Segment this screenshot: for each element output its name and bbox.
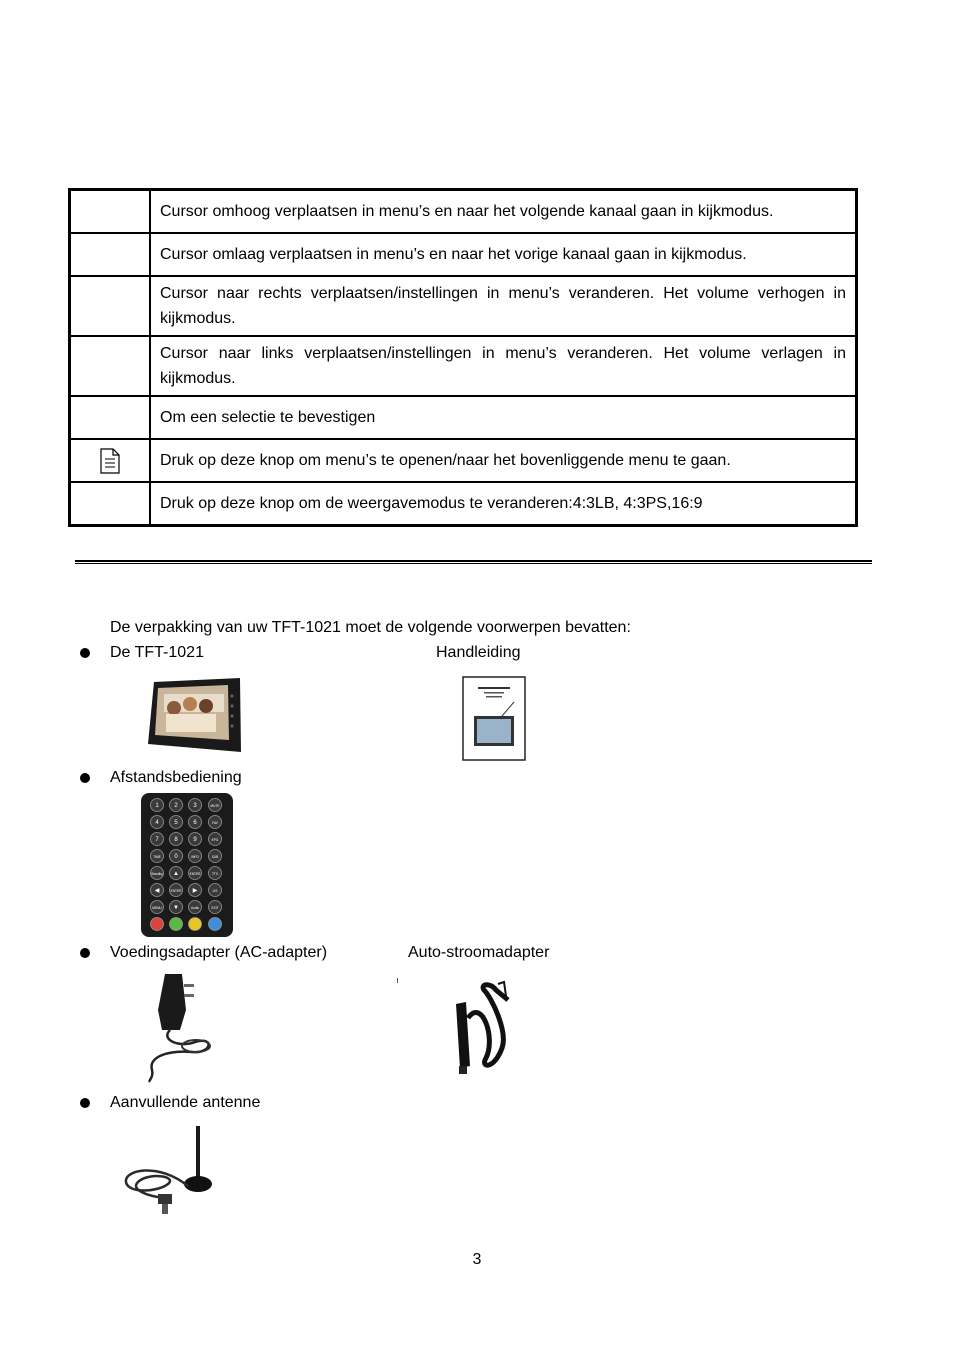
remote-button-label: 5 — [174, 820, 178, 826]
table-row — [70, 276, 857, 336]
table-row — [70, 439, 857, 482]
remote-button-label: Standby — [151, 872, 163, 876]
item-antenna: Aanvullende antenne — [110, 1094, 261, 1111]
remote-button-label: Audio — [190, 906, 200, 910]
key-cell — [70, 439, 151, 482]
bullet — [80, 948, 90, 958]
remote-button — [151, 918, 164, 931]
remote-button-label: LIS — [212, 889, 218, 893]
table-row — [70, 482, 857, 526]
key-cell — [70, 190, 151, 234]
bullet — [80, 1098, 90, 1108]
mark — [397, 978, 398, 983]
key-description: Cursor omlaag verplaatsen in menu’s en naar het vorige kanaal gaan in kijkmodus. — [150, 233, 857, 276]
remote-button-label: 4 — [155, 820, 159, 826]
remote-button-label: SUB — [211, 855, 219, 859]
remote-button-label: INFO — [191, 855, 199, 859]
remote-button-label: EXIT — [211, 906, 219, 910]
table-row — [70, 190, 857, 234]
remote-button-label: ENTER — [189, 872, 201, 876]
key-description: Cursor naar rechts verplaatsen/instellingen in menu’s veranderen. Het volume verhogen in kijkmodus. — [150, 276, 857, 336]
remote-button — [170, 918, 183, 931]
remote-button — [189, 918, 202, 931]
ac-adapter-image — [140, 970, 220, 1085]
table-row — [70, 396, 857, 439]
item-remote: Afstandsbediening — [110, 769, 242, 786]
remote-control-image — [140, 792, 234, 938]
antenna-image — [118, 1122, 218, 1217]
remote-button-label: FAV — [212, 821, 218, 825]
package-intro: De verpakking van uw TFT-1021 moet de volgende voorwerpen bevatten: — [110, 619, 631, 636]
section-divider — [75, 560, 872, 562]
remote-button — [209, 918, 222, 931]
remote-button-label: 7 — [155, 837, 159, 843]
remote-button-label: ENTER — [170, 889, 182, 893]
key-cell — [70, 276, 151, 336]
table-row — [70, 233, 857, 276]
key-description: Cursor omhoog verplaatsen in menu’s en naar het volgende kanaal gaan in kijkmodus. — [150, 190, 857, 234]
key-cell — [70, 336, 151, 396]
remote-button-label: TIME — [153, 855, 161, 859]
remote-button-label: 3 — [193, 803, 197, 809]
tft-device-image — [144, 676, 244, 756]
remote-button-label: ◀ — [154, 888, 160, 894]
remote-button-label: ▶ — [192, 888, 198, 894]
bullet — [80, 648, 90, 658]
key-description: Cursor naar links verplaatsen/instellingen in menu’s veranderen. Het volume verlagen in kijkmodus. — [150, 336, 857, 396]
remote-button-label: 1 — [155, 803, 159, 809]
key-description: Druk op deze knop om menu’s te openen/naar het bovenliggende menu te gaan. — [150, 439, 857, 482]
bullet — [80, 773, 90, 783]
remote-button-label: MUTE — [210, 804, 220, 808]
remote-button-label: EPG — [211, 838, 219, 842]
remote-button-label: 6 — [193, 820, 197, 826]
car-adapter-image — [446, 978, 516, 1078]
key-cell — [70, 396, 151, 439]
key-cell — [70, 482, 151, 526]
remote-button-label: 8 — [174, 837, 178, 843]
remote-button-label: 2 — [174, 803, 178, 809]
remote-button-label: ▲ — [173, 871, 179, 877]
section-divider — [75, 563, 872, 564]
key-function-table — [68, 188, 858, 527]
key-cell — [70, 233, 151, 276]
remote-button-label: 9 — [193, 837, 197, 843]
item-ac-adapter: Voedingsadapter (AC-adapter) — [110, 944, 328, 961]
key-description: Druk op deze knop om de weergavemodus te veranderen:4:3LB, 4:3PS,16:9 — [150, 482, 857, 526]
remote-button-label: 0 — [174, 854, 178, 860]
item-manual: Handleiding — [436, 644, 521, 661]
key-description: Om een selectie te bevestigen — [150, 396, 857, 439]
table-row — [70, 336, 857, 396]
page-number: 3 — [472, 1251, 482, 1268]
document-icon — [99, 448, 121, 474]
remote-button-label: TTX — [211, 872, 219, 876]
item-car-adapter: Auto-stroomadapter — [408, 944, 550, 961]
manual-image — [462, 676, 526, 761]
remote-button-label: ▼ — [173, 905, 179, 911]
item-tft: De TFT-1021 — [110, 644, 204, 661]
remote-button-label: MENU — [152, 906, 162, 910]
